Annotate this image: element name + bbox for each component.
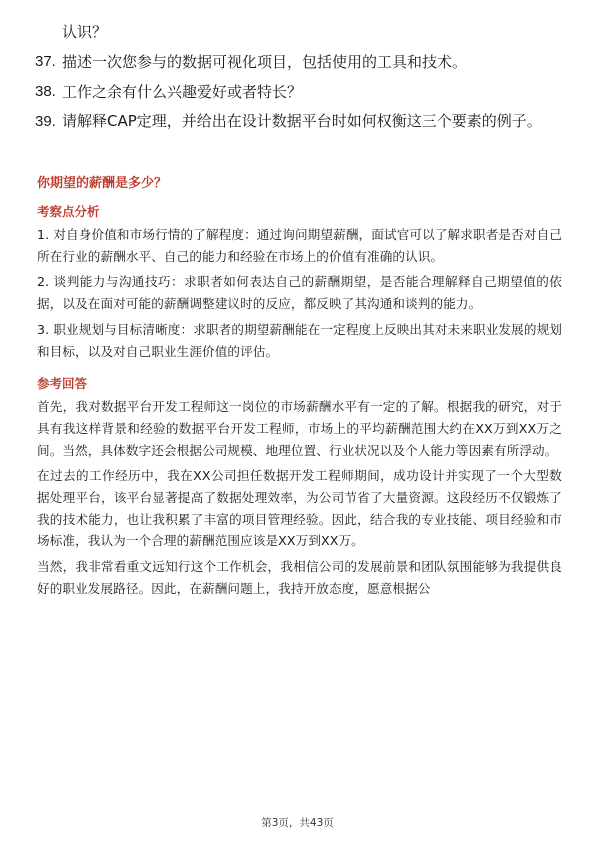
question-number: 39. — [35, 113, 56, 130]
section-title: 你期望的薪酬是多少？ — [37, 176, 168, 191]
answer-heading: 参考回答 — [37, 376, 88, 392]
question-text: 工作之余有什么兴趣爱好或者特长？ — [62, 83, 303, 101]
analysis-point: 2. 谈判能力与沟通技巧：求职者如何表达自己的薪酬期望，是否能合理解释自己期望值的依据，以及在面对可能的薪酬调整建议时的反应，都反映了其沟通和谈判的能力。 — [37, 274, 562, 312]
question-item — [35, 80, 565, 104]
analysis-heading: 考察点分析 — [37, 204, 100, 219]
question-item — [35, 50, 565, 74]
page-number-footer: 第3页，共43页 — [261, 817, 334, 829]
answer-paragraph: 当然，我非常看重文远知行这个工作机会，我相信公司的发展前景和团队氛围能够为我提供良好的职业发展路径。因此，在薪酬问题上，我持开放态度，愿意根据公 — [37, 559, 562, 596]
salary-section — [37, 174, 562, 600]
question-continuation: 认识？ — [62, 23, 108, 41]
question-text: 描述一次您参与的数据可视化项目，包括使用的工具和技术。 — [62, 53, 468, 71]
analysis-point: 3. 职业规划与目标清晰度：求职者的期望薪酬能在一定程度上反映出其对未来职业发展的规划和目标，以及对自己职业生涯价值的评估。 — [37, 321, 562, 359]
question-list — [35, 20, 565, 140]
answer-paragraph: 首先，我对数据平台开发工程师这一岗位的市场薪酬水平有一定的了解。根据我的研究，对于具有我这样背景和经验的数据平台开发工程师，市场上的平均薪酬范围大约在XX万到XX万之间。当然，具体数字还会根据公司规模、地理位置、行业状况以及个人能力等因素有所浮动。 — [37, 399, 562, 458]
question-item — [35, 110, 565, 134]
question-number: 37. — [35, 53, 56, 70]
question-text: 请解释CAP定理，并给出在设计数据平台时如何权衡这三个要素的例子。 — [62, 112, 542, 130]
analysis-point: 1. 对自身价值和市场行情的了解程度：通过询问期望薪酬，面试官可以了解求职者是否对自己所在行业的薪酬水平、自己的能力和经验在市场上的价值有准确的认识。 — [37, 227, 562, 264]
answer-paragraph: 在过去的工作经历中，我在XX公司担任数据开发工程师期间，成功设计并实现了一个大型数据处理平台，该平台显著提高了数据处理效率，为公司节省了大量资源。这段经历不仅锻炼了我的技术能力，也让我积累了丰富的项目管理经验。因此，结合我的专业技能、项目经验和市场标准，我认为一个合理的薪酬范围应该是XX万到XX万。 — [37, 468, 562, 549]
question-number: 38. — [35, 83, 56, 100]
